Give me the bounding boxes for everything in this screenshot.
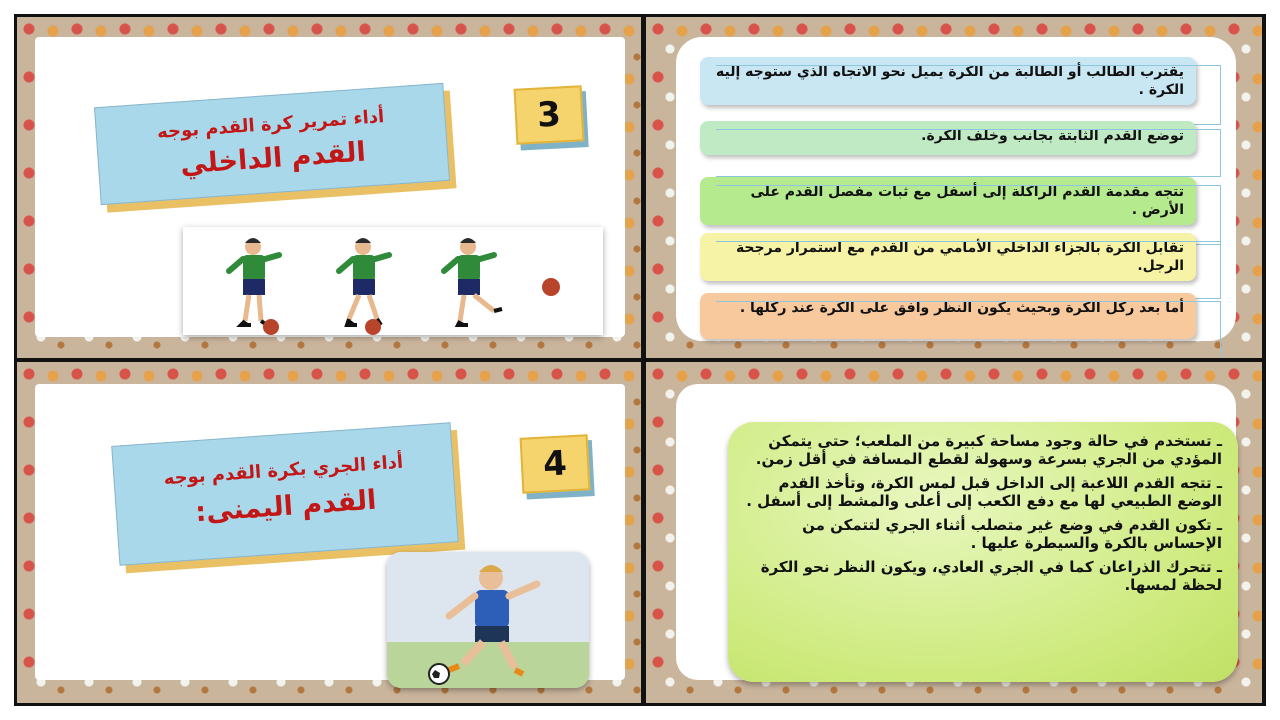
- card-4-panel: [17, 362, 641, 703]
- card-3-steps-content: [676, 37, 1236, 341]
- step-item: توضع القدم الثابتة بجانب وخلف الكرة.: [700, 121, 1196, 155]
- step-connector: [716, 241, 1221, 299]
- card-3-title-line2: القدم الداخلي: [179, 136, 367, 181]
- player-figure-2: [339, 238, 389, 335]
- card-4-tips-content: [676, 384, 1236, 680]
- card-3-panel: [17, 17, 641, 358]
- step-connector: [716, 65, 1221, 125]
- card-4-title-line2: القدم اليمنى:: [194, 484, 378, 529]
- card-3-steps-panel: [646, 17, 1262, 358]
- dribbling-illustration: [387, 552, 589, 688]
- player-kick-sequence-figure: [183, 227, 603, 335]
- step-item: تقابل الكرة بالجزاء الداخلي الأمامي من القدم مع استمرار مرجحة الرجل.: [700, 233, 1196, 281]
- step-item: تتجه مقدمة القدم الراكلة إلى أسفل مع ثبات مفصل القدم على الأرض .: [700, 177, 1196, 225]
- card-3-title: [94, 83, 450, 205]
- tip-item: ـ تكون القدم في وضع غير متصلب أثناء الجري لتتمكن من الإحساس بالكرة والسيطرة عليها .: [802, 516, 1222, 552]
- player-figure-1: [229, 238, 279, 335]
- card-4-content: [35, 384, 625, 680]
- card-4-title: [111, 422, 459, 565]
- step-item: أما بعد ركل الكرة وبحيث يكون النظر وافق على الكرة عند ركلها .: [700, 293, 1196, 339]
- player-figure-3: [444, 238, 502, 325]
- tips-box: [728, 422, 1238, 682]
- tip-item: ـ تتجه القدم اللاعبة إلى الداخل قبل لمس الكرة، وتأخذ القدم الوضع الطبيعي لها مع دفع الكعب إلى أعلى والمشط إلى أسفل .: [746, 474, 1222, 510]
- tip-item: ـ تتحرك الذراعان كما في الجري العادي، ويكون النظر نحو الكرة لحظة لمسها.: [760, 558, 1222, 594]
- step-connector: [716, 129, 1221, 177]
- card-4-tips-panel: [646, 362, 1262, 703]
- ball-icon: [542, 278, 560, 296]
- dribbling-player-figure: [387, 552, 589, 688]
- card-4-title-line1: أداء الجري بكرة القدم بوجه: [162, 451, 404, 490]
- card-3-content: [35, 37, 625, 337]
- card-4-number-badge: 4: [520, 434, 591, 493]
- step-item: يقترب الطالب أو الطالبة من الكرة يميل نحو الاتجاه الذي ستوجه إليه الكرة .: [700, 57, 1196, 105]
- card-3-number-badge: 3: [514, 85, 585, 144]
- step-connector: [716, 301, 1221, 358]
- tip-item: ـ تستخدم في حالة وجود مساحة كبيرة من الملعب؛ حتى يتمكن المؤدي من الجري بسرعة وسهولة لقطع المسافة في أقل زمن.: [755, 432, 1222, 468]
- passing-sequence-illustration: [183, 227, 603, 335]
- card-3-title-line1: أداء تمرير كرة القدم بوجه: [156, 106, 385, 143]
